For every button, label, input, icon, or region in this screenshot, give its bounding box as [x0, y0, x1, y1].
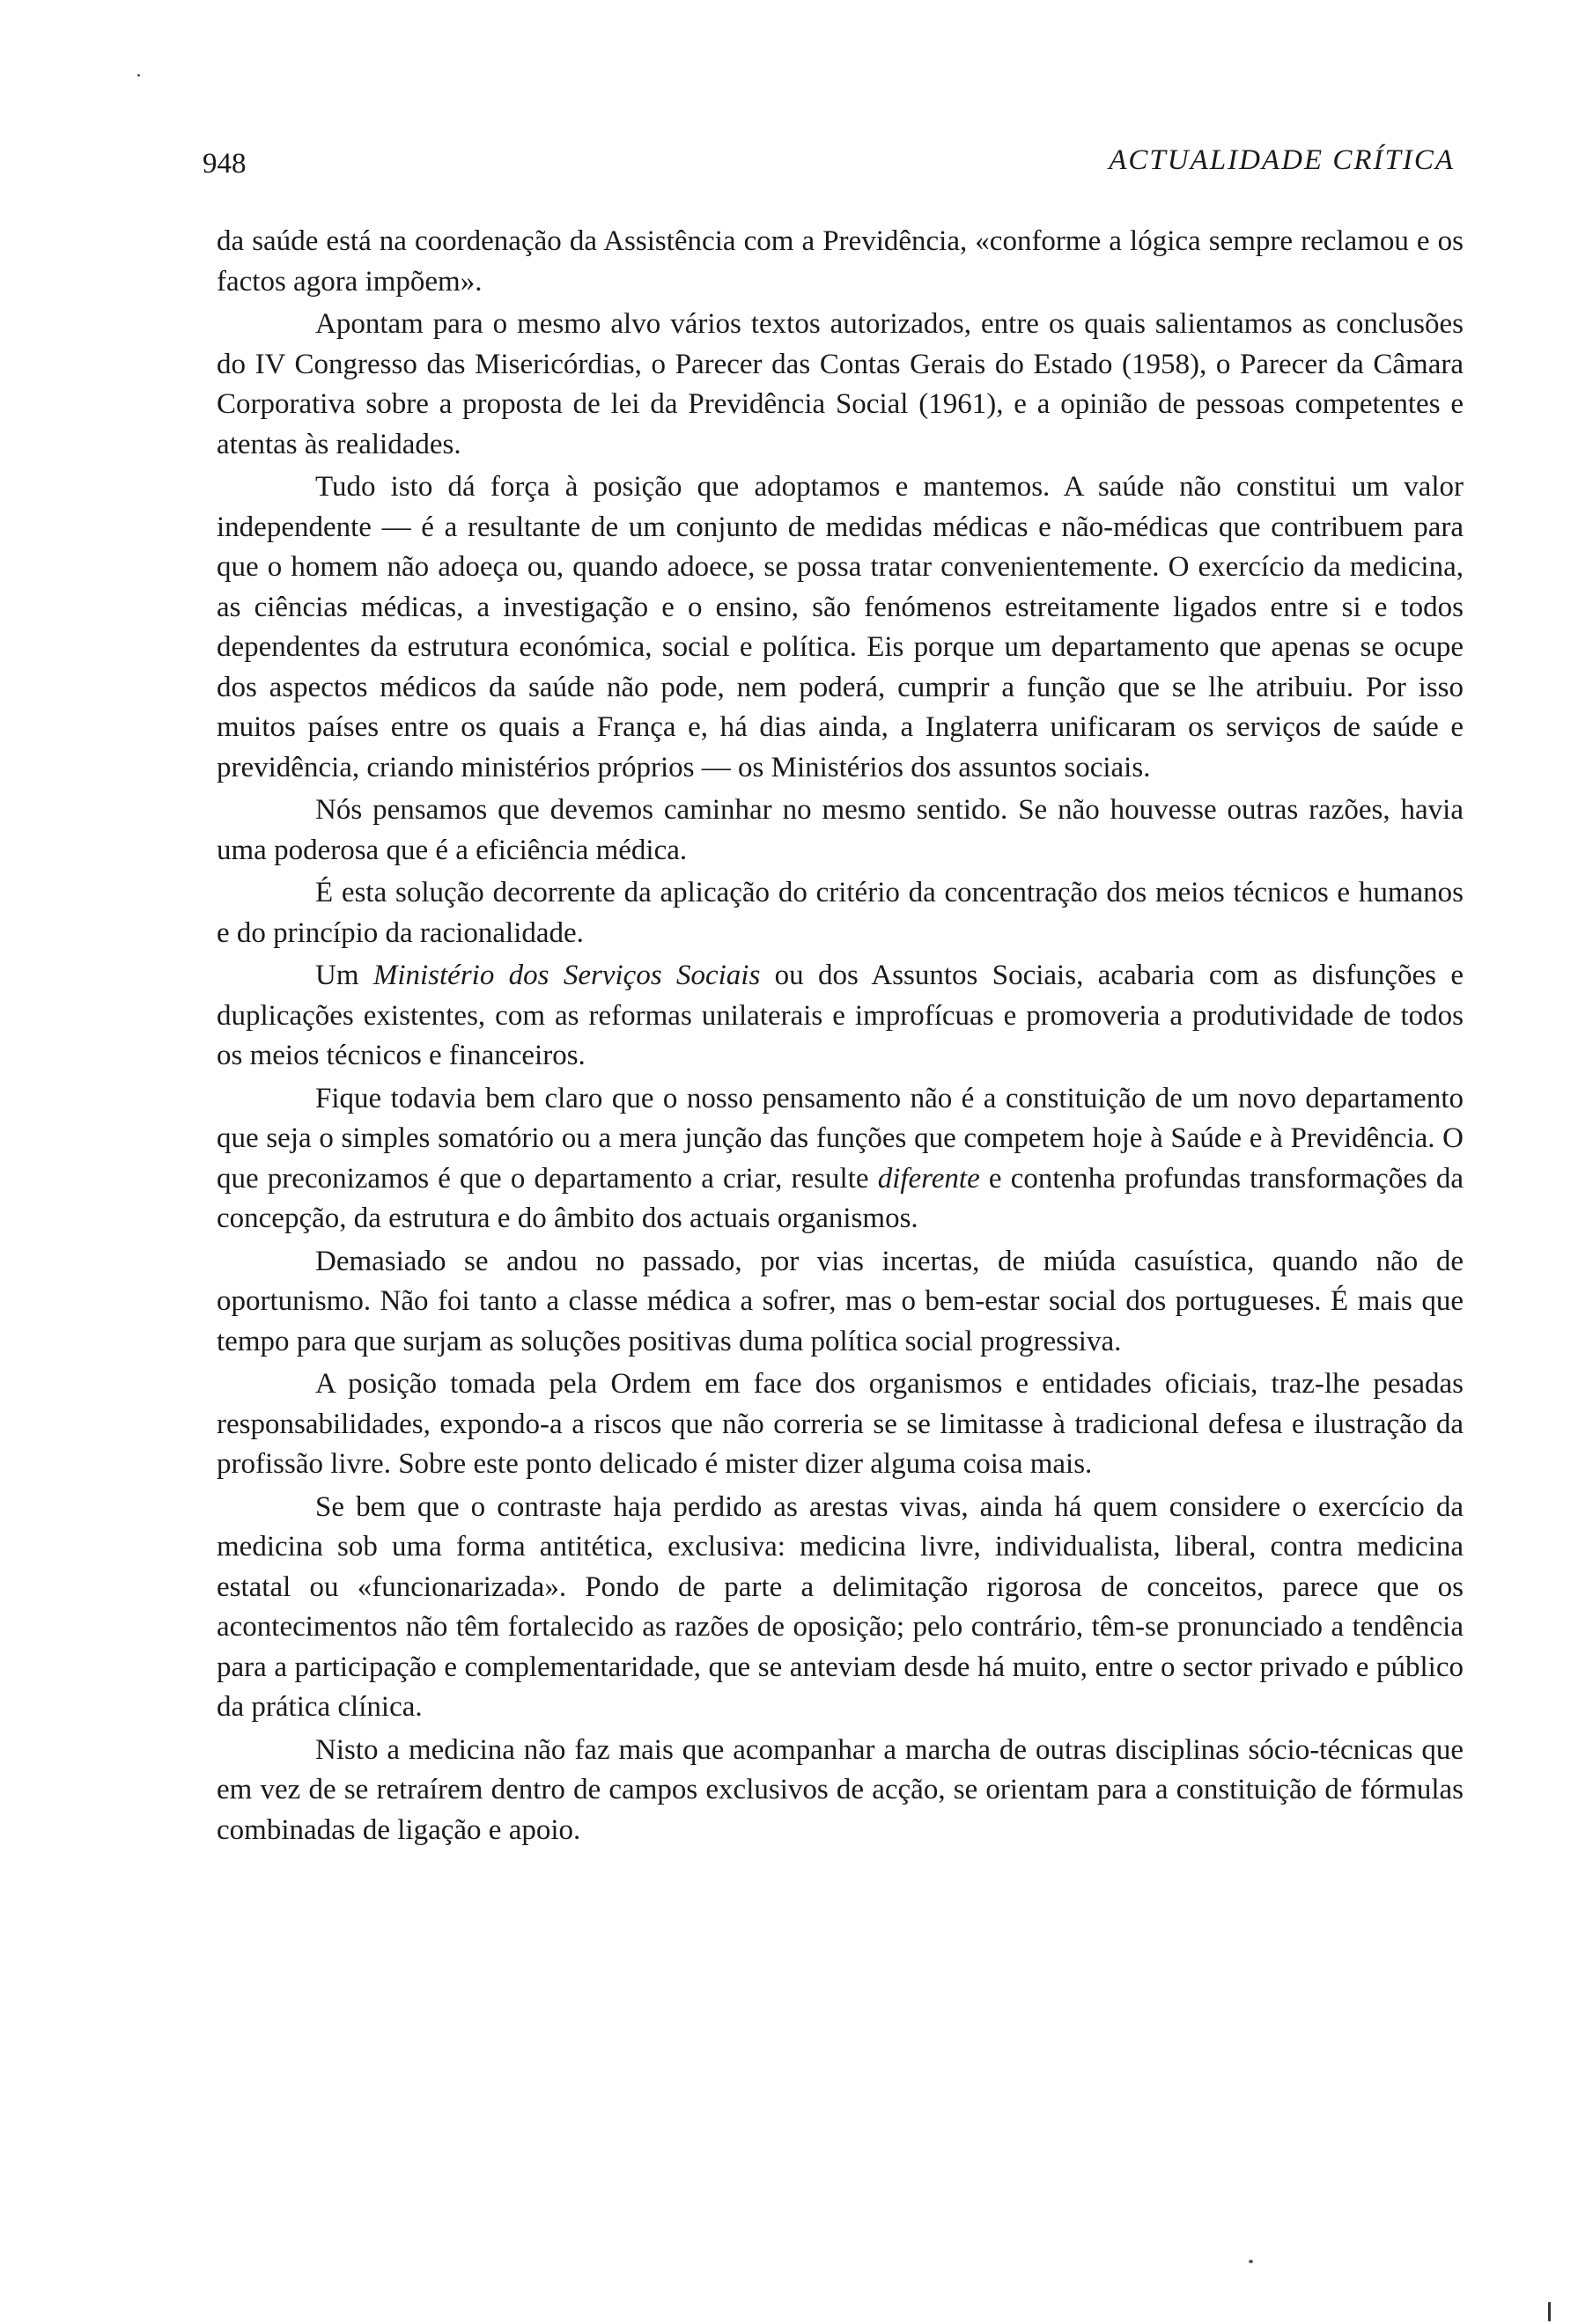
- paragraph-new-department: [217, 1079, 1464, 1239]
- running-head: [203, 141, 1455, 180]
- paragraph-socio-technical: Nisto a medicina não faz mais que acompanhar a marcha de outras disciplinas sócio-técnicas que em vez de se retraírem dentro de campos exclusivos de acção, se orientam para a constituição de fórmulas combinadas de ligação e apoio.: [217, 1733, 1464, 1846]
- scan-speck: [1249, 2260, 1253, 2263]
- paragraph-social-ministry-before: Um: [315, 960, 373, 991]
- word-diferente-italic: diferente: [877, 1162, 980, 1195]
- paragraph-contrast: Se bem que o contraste haja perdido as arestas vivas, ainda há quem considere o exercício da medicina sob uma forma antitética, exclusiva: medicina livre, individualista, liberal, contra medicina estatal ou «funcionarizada». Pondo de parte a delimitação rigorosa de conceitos, parece que os acontecimentos não têm fortalecido as razões de oposição; pelo contrário, têm-se pronunciado a tendência para a participação e complementaridade, que se anteviam desde há muito, entre o sector privado e público da prática clínica.: [217, 1490, 1464, 1723]
- scan-speck: [137, 74, 140, 77]
- paragraph-social-ministry-after: ou dos Assuntos Sociais, acabaria com as disfunções e duplicações existentes, com as reformas unilaterais e improfícuas e promoveria a produtividade de todos os meios técnicos e financeiros.: [217, 960, 1464, 1071]
- page-number: 948: [203, 148, 247, 180]
- paragraph-past-casuistry: Demasiado se andou no passado, por vias incertas, de miúda casuística, quando não de oportunismo. Não foi tanto a classe médica a sofrer, mas o bem-estar social dos portugueses. É mais que tempo para que surjam as soluções positivas duma política social progressiva.: [217, 1245, 1464, 1357]
- paragraph-same-direction: Nós pensamos que devemos caminhar no mesmo sentido. Se não houvesse outras razões, havia uma poderosa que é a eficiência médica.: [217, 794, 1464, 866]
- scan-speck: [1548, 2302, 1551, 2321]
- paragraph-health-value: Tudo isto dá força à posição que adoptamos e mantemos. A saúde não constitui um valor independente — é a resultante de um conjunto de medidas médicas e não-médicas que contribuem para que o homem não adoeça ou, quando adoece, se possa tratar convenientemente. O exercício da medicina, as ciências médicas, a investigação e o ensino, são fenómenos estreitamente ligados entre si e todos dependentes da estrutura económica, social e política. Eis porque um departamento que apenas se ocupe dos aspectos médicos da saúde não pode, nem poderá, cumprir a função que se lhe atribuiu. Por isso muitos países entre os quais a França e, há dias ainda, a Inglaterra unificaram os serviços de saúde e previdência, criando ministérios próprios — os Ministérios dos assuntos sociais.: [217, 471, 1464, 783]
- paragraph-new-department-after: e contenha profundas transformações da concepção, da estrutura e do âmbito dos actuais organismos.: [217, 1162, 1464, 1234]
- paragraph-concentration: É esta solução decorrente da aplicação do critério da concentração dos meios técnicos e humanos e do princípio da racionalidade.: [217, 877, 1464, 949]
- paragraph-authorized-texts: Apontam para o mesmo alvo vários textos autorizados, entre os quais salientamos as conclusões do IV Congresso das Misericórdias, o Parecer das Contas Gerais do Estado (1958), o Parecer da Câmara Corporativa sobre a proposta de lei da Previdência Social (1961), e a opinião de pessoas competentes e atentas às realidades.: [217, 308, 1464, 460]
- paragraph-order-position: A posição tomada pela Ordem em face dos organismos e entidades oficiais, traz-lhe pesadas responsabilidades, expondo-a a riscos que não correria se se limitasse à tradicional defesa e ilustração da profissão livre. Sobre este ponto delicado é mister dizer alguma coisa mais.: [217, 1368, 1464, 1480]
- paragraph-social-ministry: [217, 956, 1464, 1077]
- ministry-name-italic: Ministério dos Serviços Sociais: [372, 960, 761, 991]
- article-body: [217, 222, 1464, 1853]
- journal-title: ACTUALIDADE CRÍTICA: [1109, 144, 1455, 176]
- paragraph-new-department-before: Fique todavia bem claro que o nosso pensamento não é a constituição de um novo departamento que seja o simples somatório ou a mera junção das funções que competem hoje à Saúde e à Previdência. O que preconizamos é que o departamento a criar, resulte: [217, 1082, 1464, 1195]
- paragraph-continuation: da saúde está na coordenação da Assistência com a Previdência, «conforme a lógica sempre reclamou e os factos agora impõem».: [217, 225, 1464, 298]
